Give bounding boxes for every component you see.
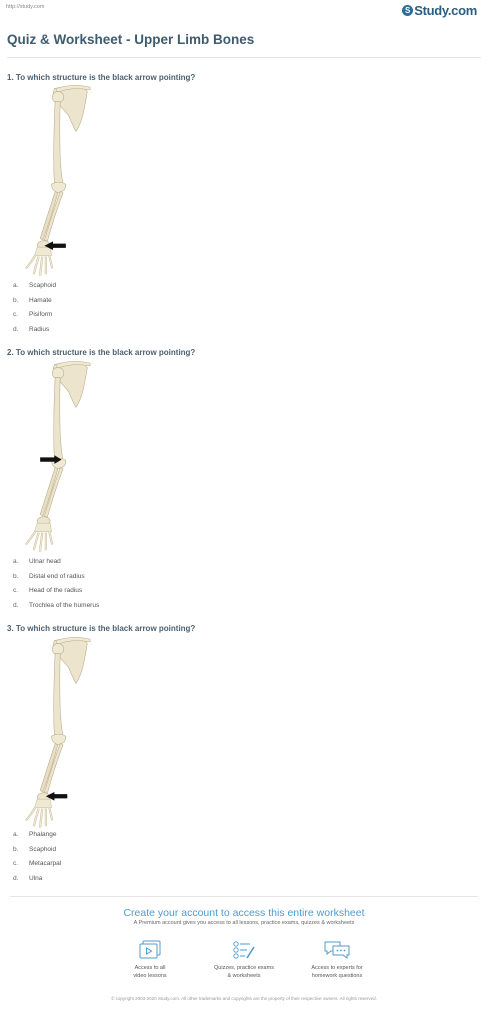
question-3-answers bbox=[13, 831, 61, 889]
worksheet-title: Quiz & Worksheet - Upper Limb Bones bbox=[7, 32, 255, 47]
answer-option[interactable]: d. Trochlea of the humerus bbox=[13, 601, 100, 609]
question-1-answers bbox=[13, 282, 56, 340]
answer-option[interactable]: c. Head of the radius bbox=[13, 587, 83, 594]
video-lessons-icon bbox=[139, 940, 161, 960]
cta-divider bbox=[10, 896, 478, 897]
feature-quizzes: Quizzes, practice exams & worksheets bbox=[196, 940, 292, 980]
answer-option[interactable]: b. Distal end of radius bbox=[13, 572, 85, 580]
answer-option[interactable]: c. Metacarpal bbox=[13, 860, 62, 867]
answer-option[interactable]: b. Scaphoid bbox=[13, 845, 57, 853]
feature-experts: Access to experts for homework questions bbox=[289, 940, 385, 980]
answer-option[interactable]: b. Hamate bbox=[13, 296, 52, 304]
question-1-prompt: 1. To which structure is the black arrow pointing? bbox=[7, 73, 196, 82]
source-url: http://study.com bbox=[6, 4, 45, 10]
answer-option[interactable]: a. Ulnar head bbox=[13, 558, 61, 565]
question-2-prompt: 2. To which structure is the black arrow pointing? bbox=[7, 348, 196, 357]
chat-bubbles-icon bbox=[324, 940, 350, 960]
create-account-link[interactable]: Create your account to access this entire worksheet bbox=[123, 907, 365, 919]
study-logo[interactable] bbox=[402, 3, 477, 18]
question-3-arm-figure bbox=[3, 632, 113, 832]
answer-option[interactable]: c. Pisiform bbox=[13, 311, 53, 318]
copyright-text: © copyright 2003-2020 Study.com. All other trademarks and copyrights are the property of their respective owners. All rights reserved. bbox=[111, 996, 377, 1001]
logo-text: Study.com bbox=[414, 3, 477, 18]
cta-subtitle: A Premium account gives you access to all lessons, practice exams, quizzes & worksheets bbox=[133, 920, 355, 926]
question-2-arm-figure bbox=[3, 356, 113, 556]
question-2-answers bbox=[13, 558, 99, 616]
logo-mark-icon: S bbox=[402, 5, 413, 16]
feature-video-lessons: Access to all video lessons bbox=[102, 940, 198, 980]
title-divider bbox=[7, 57, 481, 58]
answer-option[interactable]: a. Phalange bbox=[13, 831, 57, 838]
quiz-checklist-icon bbox=[232, 940, 256, 960]
answer-option[interactable]: d. Ulna bbox=[13, 874, 43, 882]
answer-option[interactable]: d. Radius bbox=[13, 325, 50, 333]
question-3-prompt: 3. To which structure is the black arrow pointing? bbox=[7, 624, 196, 633]
question-1-arm-figure bbox=[3, 80, 113, 280]
answer-option[interactable]: a. Scaphoid bbox=[13, 282, 57, 289]
